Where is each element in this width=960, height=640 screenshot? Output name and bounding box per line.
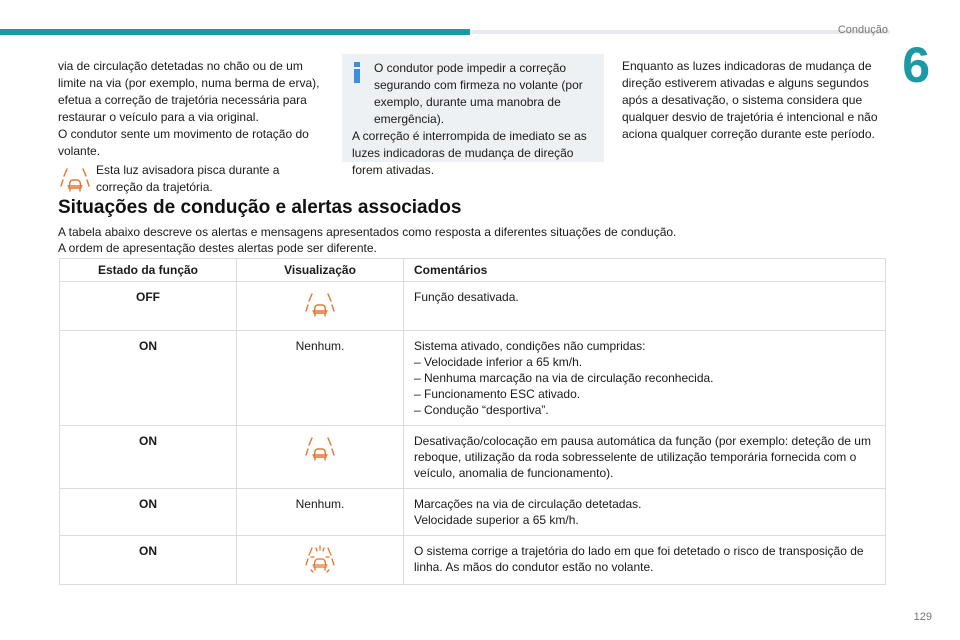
comment-line: O sistema corrige a trajetória do lado em que foi detetado o risco de transposição de linha. As mãos do condutor estão no volante. [414, 544, 864, 574]
comment-line: – Funcionamento ESC ativado. [414, 387, 581, 401]
column-header: Estado da função [60, 259, 237, 282]
intro-line: A ordem de apresentação destes alertas pode ser diferente. [58, 241, 377, 255]
chapter-number: 6 [902, 37, 930, 93]
table-row [60, 489, 886, 536]
lane-keep-warning-icon [58, 162, 92, 196]
comments-cell [404, 536, 886, 585]
section-label: Condução [837, 24, 888, 36]
warning-lamp-note [58, 162, 324, 196]
paragraph: via de circulação detetadas no chão ou de um limite na via (por exemplo, numa berma de erva), efetua a correção de trajetória necessária para restaurar o veículo para a via original. [58, 59, 320, 124]
info-icon [352, 62, 362, 82]
state-cell: ON [60, 426, 237, 489]
info-text: O condutor pode impedir a correção segurando com firmeza no volante (por exemplo, durante uma manobra de emergência). [374, 61, 583, 126]
column-header: Comentários [404, 259, 886, 282]
comment-line: Velocidade superior a 65 km/h. [414, 513, 579, 527]
comment-line: Função desativada. [414, 290, 519, 304]
comments-cell [404, 426, 886, 489]
header-rule [470, 30, 890, 34]
display-cell: Nenhum. [237, 331, 404, 426]
comments-cell [404, 282, 886, 331]
info-box [342, 54, 604, 177]
alerts-table [59, 258, 886, 585]
comment-line: – Condução “desportiva”. [414, 403, 549, 417]
lane-keep-warning-icon [303, 433, 337, 467]
table-row [60, 426, 886, 489]
page-number: 129 [913, 611, 932, 623]
section-title: Situações de condução e alertas associados [58, 197, 462, 218]
state-cell: ON [60, 489, 237, 536]
table-row [60, 331, 886, 426]
display-cell [237, 536, 404, 585]
display-cell [237, 282, 404, 331]
column-right: Enquanto as luzes indicadoras de mudança de direção estiverem ativadas e alguns segundos após a desativação, o sistema considera que qualquer desvio de trajetória é intencional e não aciona qualquer correção durante este período. [622, 59, 878, 141]
comment-line: Marcações na via de circulação detetadas. [414, 497, 642, 511]
state-cell: ON [60, 536, 237, 585]
comments-cell [404, 331, 886, 426]
display-cell: Nenhum. [237, 489, 404, 536]
state-cell: ON [60, 331, 237, 426]
column-left [58, 58, 324, 196]
comment-line: Sistema ativado, condições não cumpridas: [414, 339, 646, 353]
state-cell: OFF [60, 282, 237, 331]
comment-line: – Velocidade inferior a 65 km/h. [414, 355, 583, 369]
paragraph: O condutor sente um movimento de rotação do volante. [58, 127, 309, 158]
section-intro [58, 224, 676, 256]
comment-line: Desativação/colocação em pausa automática da função (por exemplo: deteção de um reboque, utilização da roda sobresselente de utilização temporária fornecida com o veículo, anomalia de funcionamento). [414, 434, 871, 480]
info-text: A correção é interrompida de imediato se as luzes indicadoras de mudança de direção forem ativadas. [352, 129, 587, 177]
table-header-row [60, 259, 886, 282]
display-cell [237, 426, 404, 489]
intro-line: A tabela abaixo descreve os alertas e mensagens apresentados como resposta a diferentes situações de condução. [58, 225, 677, 239]
lamp-description: Esta luz avisadora pisca durante a correção da trajetória. [96, 163, 280, 194]
column-header: Visualização [237, 259, 404, 282]
comment-line: – Nenhuma marcação na via de circulação reconhecida. [414, 371, 714, 385]
header-accent-bar [0, 29, 470, 35]
lane-keep-warning-icon [303, 289, 337, 323]
lane-keep-flashing-icon [303, 543, 337, 577]
table-row [60, 282, 886, 331]
table-row [60, 536, 886, 585]
comments-cell [404, 489, 886, 536]
